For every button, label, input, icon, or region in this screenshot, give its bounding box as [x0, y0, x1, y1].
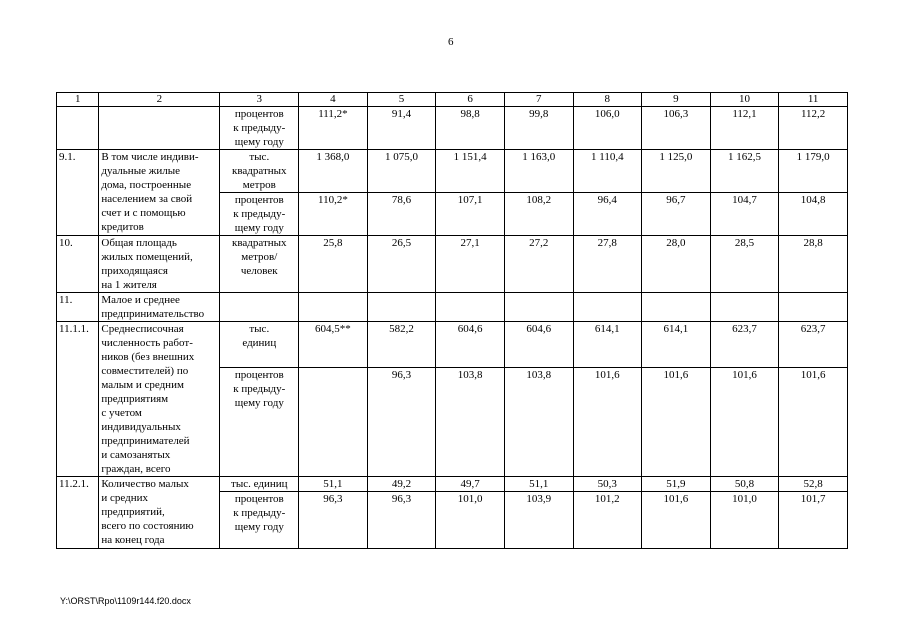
value-cell: 51,1 [299, 477, 368, 492]
value-cell: 101,6 [642, 492, 711, 549]
value-cell: 99,8 [504, 107, 573, 150]
header-cell: 6 [436, 93, 505, 107]
unit-cell: процентов к предыду- щему году [220, 107, 299, 150]
value-cell: 623,7 [710, 322, 779, 368]
unit-cell: процентов к предыду- щему году [220, 368, 299, 477]
table-row [57, 107, 848, 150]
table-row [57, 322, 848, 368]
value-cell: 111,2* [299, 107, 368, 150]
value-cell [436, 293, 505, 322]
unit-cell: тыс. единиц [220, 322, 299, 368]
value-cell [367, 293, 436, 322]
value-cell: 1 162,5 [710, 150, 779, 193]
value-cell: 96,7 [642, 193, 711, 236]
value-cell: 614,1 [573, 322, 642, 368]
value-cell: 107,1 [436, 193, 505, 236]
value-cell: 27,8 [573, 236, 642, 293]
value-cell: 1 110,4 [573, 150, 642, 193]
value-cell: 582,2 [367, 322, 436, 368]
value-cell: 103,9 [504, 492, 573, 549]
header-cell: 2 [99, 93, 220, 107]
value-cell [299, 293, 368, 322]
table-row [57, 236, 848, 293]
value-cell: 1 179,0 [779, 150, 848, 193]
value-cell: 28,0 [642, 236, 711, 293]
value-cell: 110,2* [299, 193, 368, 236]
value-cell [573, 293, 642, 322]
value-cell: 1 163,0 [504, 150, 573, 193]
value-cell [642, 293, 711, 322]
value-cell: 52,8 [779, 477, 848, 492]
value-cell: 50,3 [573, 477, 642, 492]
row-number [57, 107, 99, 150]
value-cell: 101,6 [642, 368, 711, 477]
value-cell: 101,6 [573, 368, 642, 477]
value-cell: 27,1 [436, 236, 505, 293]
value-cell: 104,7 [710, 193, 779, 236]
value-cell: 28,8 [779, 236, 848, 293]
table-header-row [57, 93, 848, 107]
value-cell: 25,8 [299, 236, 368, 293]
value-cell: 101,7 [779, 492, 848, 549]
unit-cell: квадратных метров/ человек [220, 236, 299, 293]
value-cell: 96,3 [299, 492, 368, 549]
indicator-name [99, 107, 220, 150]
row-number: 11.2.1. [57, 477, 99, 549]
unit-cell: тыс. квадратных метров [220, 150, 299, 193]
header-cell: 9 [642, 93, 711, 107]
indicator-name: Среднесписочная численность работ- ников (без внешних совместителей) по малым и средним предприятиям с учетом индивидуальных предпринимателей и самозанятых граждан, всего [99, 322, 220, 477]
value-cell: 50,8 [710, 477, 779, 492]
unit-cell [220, 293, 299, 322]
value-cell: 1 151,4 [436, 150, 505, 193]
header-cell: 1 [57, 93, 99, 107]
value-cell: 101,0 [710, 492, 779, 549]
header-cell: 5 [367, 93, 436, 107]
table-row [57, 150, 848, 193]
table-row [57, 293, 848, 322]
header-cell: 3 [220, 93, 299, 107]
header-cell: 7 [504, 93, 573, 107]
unit-cell: процентов к предыду- щему году [220, 193, 299, 236]
value-cell: 96,3 [367, 368, 436, 477]
footer-file-path: Y:\ORST\Rpo\1109r144.f20.docx [60, 596, 191, 606]
unit-cell: тыс. единиц [220, 477, 299, 492]
value-cell [779, 293, 848, 322]
value-cell: 28,5 [710, 236, 779, 293]
row-number: 10. [57, 236, 99, 293]
value-cell: 604,6 [504, 322, 573, 368]
header-cell: 8 [573, 93, 642, 107]
value-cell: 91,4 [367, 107, 436, 150]
unit-cell: процентов к предыду- щему году [220, 492, 299, 549]
value-cell: 101,6 [710, 368, 779, 477]
value-cell: 1 125,0 [642, 150, 711, 193]
value-cell: 604,6 [436, 322, 505, 368]
row-number: 11.1.1. [57, 322, 99, 477]
value-cell: 112,2 [779, 107, 848, 150]
value-cell: 614,1 [642, 322, 711, 368]
statistics-table [56, 92, 848, 549]
value-cell: 623,7 [779, 322, 848, 368]
value-cell: 51,1 [504, 477, 573, 492]
value-cell: 78,6 [367, 193, 436, 236]
value-cell [299, 368, 368, 477]
value-cell: 101,0 [436, 492, 505, 549]
value-cell: 604,5** [299, 322, 368, 368]
indicator-name: В том числе индиви- дуальные жилые дома, построенные населением за свой счет и с помощью кредитов [99, 150, 220, 236]
value-cell: 106,0 [573, 107, 642, 150]
value-cell: 112,1 [710, 107, 779, 150]
value-cell: 51,9 [642, 477, 711, 492]
value-cell: 98,8 [436, 107, 505, 150]
header-cell: 10 [710, 93, 779, 107]
indicator-name: Общая площадь жилых помещений, приходящаяся на 1 жителя [99, 236, 220, 293]
table-row [57, 477, 848, 492]
value-cell: 101,2 [573, 492, 642, 549]
indicator-name: Малое и среднее предпринимательство [99, 293, 220, 322]
value-cell: 96,4 [573, 193, 642, 236]
header-cell: 4 [299, 93, 368, 107]
value-cell: 96,3 [367, 492, 436, 549]
row-number: 9.1. [57, 150, 99, 236]
indicator-name: Количество малых и средних предприятий, всего по состоянию на конец года [99, 477, 220, 549]
value-cell: 49,7 [436, 477, 505, 492]
header-cell: 11 [779, 93, 848, 107]
value-cell: 101,6 [779, 368, 848, 477]
value-cell [504, 293, 573, 322]
value-cell: 103,8 [504, 368, 573, 477]
value-cell: 27,2 [504, 236, 573, 293]
value-cell: 49,2 [367, 477, 436, 492]
value-cell: 1 368,0 [299, 150, 368, 193]
value-cell: 106,3 [642, 107, 711, 150]
value-cell: 103,8 [436, 368, 505, 477]
value-cell [710, 293, 779, 322]
row-number: 11. [57, 293, 99, 322]
page-number: 6 [448, 36, 454, 48]
value-cell: 104,8 [779, 193, 848, 236]
value-cell: 1 075,0 [367, 150, 436, 193]
value-cell: 108,2 [504, 193, 573, 236]
value-cell: 26,5 [367, 236, 436, 293]
